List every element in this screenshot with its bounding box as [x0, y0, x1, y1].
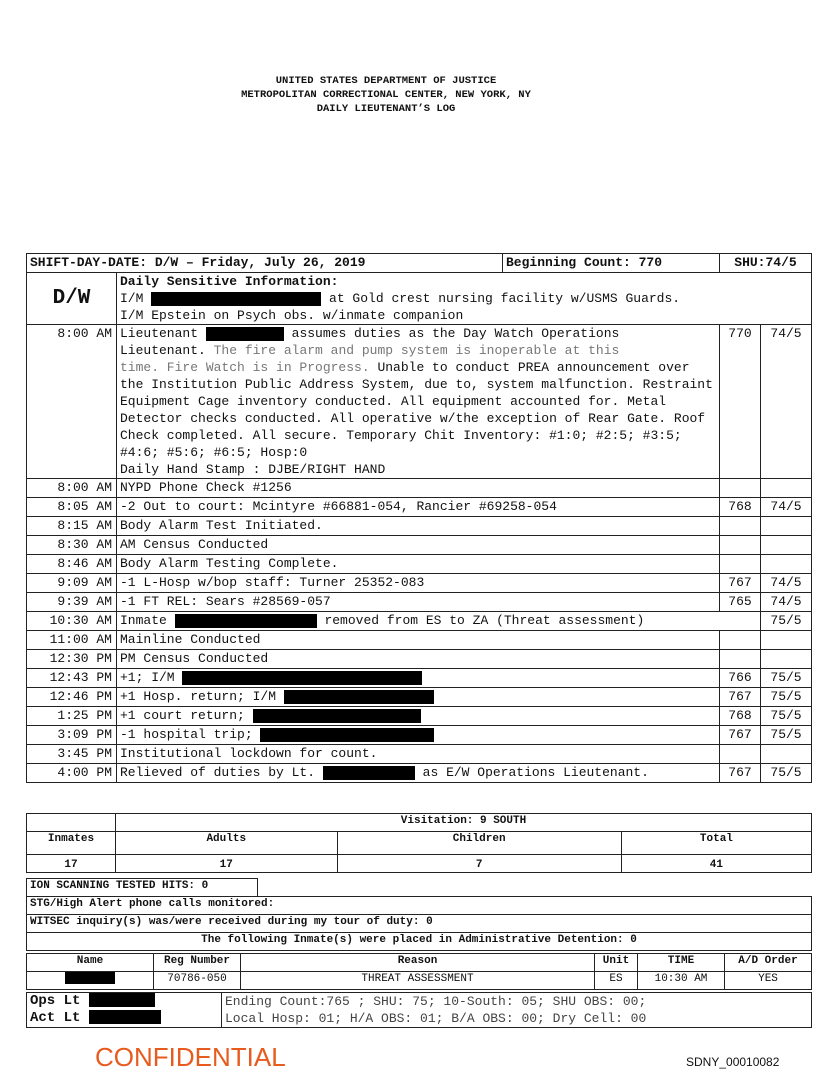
entry-time: 8:30 AM: [27, 536, 117, 555]
entry-text: PM Census Conducted: [117, 650, 720, 669]
entry-l2a: Lieutenant.: [120, 343, 214, 358]
visit-header-adults: Adults: [116, 832, 338, 855]
adseg-name: [27, 972, 154, 990]
ending-line2: Local Hosp: 01; H/A OBS: 01; B/A OBS: 00; Dry Cell: 00: [225, 1011, 647, 1026]
adseg-time: 10:30 AM: [638, 972, 725, 990]
entry-pre: +1 court return;: [120, 708, 245, 723]
signoff-table: [26, 992, 812, 1028]
visit-children: 7: [337, 855, 621, 873]
redaction-block: [206, 327, 284, 341]
visit-spacer: [27, 814, 116, 832]
log-row: [27, 574, 812, 593]
entry-text: AM Census Conducted: [117, 536, 720, 555]
entry-shu: 74/5: [761, 574, 812, 593]
entry-count: [720, 479, 761, 498]
ion-scanning: ION SCANNING TESTED HITS: 0: [27, 879, 258, 897]
adseg-reason: THREAT ASSESSMENT: [241, 972, 595, 990]
ending-line1: Ending Count:765 ; SHU: 75; 10-South: 05; SHU OBS: 00;: [225, 994, 647, 1009]
entry-time: 12:46 PM: [27, 688, 117, 707]
entry-count: 767: [720, 688, 761, 707]
entry-count: 767: [720, 726, 761, 745]
log-row: [27, 688, 812, 707]
witsec-inquiry: WITSEC inquiry(s) was/were received during my tour of duty: 0: [27, 915, 812, 933]
entry-time: 8:15 AM: [27, 517, 117, 536]
entry-text: Institutional lockdown for count.: [117, 745, 720, 764]
entry-post: assumes duties as the Day Watch Operations: [291, 326, 620, 341]
entry-time: 3:09 PM: [27, 726, 117, 745]
redaction-block: [182, 671, 422, 685]
log-row: [27, 707, 812, 726]
redaction-block: [151, 292, 321, 306]
entry-count: 765: [720, 593, 761, 612]
entry-count: [720, 745, 761, 764]
entry-time: 11:00 AM: [27, 631, 117, 650]
redaction-block: [284, 690, 434, 704]
log-row: [27, 536, 812, 555]
visit-adults: 17: [116, 855, 338, 873]
adseg-order: YES: [725, 972, 812, 990]
log-row: [27, 325, 812, 479]
entry-count: [720, 555, 761, 574]
adseg-header-order: A/D Order: [725, 954, 812, 972]
entry-text: [117, 688, 720, 707]
visit-inmates: 17: [27, 855, 116, 873]
entry-text: [117, 764, 720, 783]
entry-count: 767: [720, 764, 761, 783]
adseg-header-reg: Reg Number: [154, 954, 241, 972]
entry-count: 770: [720, 325, 761, 479]
entry-pre: Relieved of duties by Lt.: [120, 765, 316, 780]
entry-text: -1 FT REL: Sears #28569-057: [117, 593, 720, 612]
act-lt-label: Act Lt: [30, 1010, 81, 1026]
entry-shu: [761, 536, 812, 555]
log-top-row: [27, 254, 812, 273]
entry-time: 8:00 AM: [27, 479, 117, 498]
sensitive-l2: I/M Epstein on Psych obs. w/inmate companion: [120, 308, 464, 323]
entry-count: 768: [720, 707, 761, 726]
adseg-reg: 70786-050: [154, 972, 241, 990]
redaction-block: [253, 709, 421, 723]
entry-pre: Lieutenant: [120, 326, 199, 341]
visitation-title: Visitation: 9 SOUTH: [116, 814, 812, 832]
entry-time: 4:00 PM: [27, 764, 117, 783]
entry-shu: 75/5: [761, 764, 812, 783]
entry-text: Body Alarm Testing Complete.: [117, 555, 720, 574]
entry-pre: Inmate: [120, 613, 167, 628]
entry-rest: announcement over the Institution Public Address System, due to, system malfunction. Restraint Equipment Cage inventory conducted. All equipment accounted for. Metal Detector checks conducted. All operative w/the exception of Rear Gate. Roof Check completed. All secure. Temporary Chit Inventory: #1:0; #2:5; #3:5; #4:6; #5:6; #6:5; Hosp:0: [120, 360, 713, 460]
entry-count: 766: [720, 669, 761, 688]
entry-shu: 75/5: [761, 726, 812, 745]
adseg-header-unit: Unit: [595, 954, 638, 972]
entry-time: 1:25 PM: [27, 707, 117, 726]
log-row: [27, 498, 812, 517]
entry-time: 8:00 AM: [27, 325, 117, 479]
entry-count: [720, 536, 761, 555]
entry-text: NYPD Phone Check #1256: [117, 479, 720, 498]
entry-shu: [761, 650, 812, 669]
visit-header-total: Total: [621, 832, 811, 855]
adseg-header-time: TIME: [638, 954, 725, 972]
shift-code: D/W: [27, 273, 117, 325]
sensitive-title: Daily Sensitive Information:: [120, 274, 339, 289]
log-table: [26, 253, 812, 783]
entry-shu: 74/5: [761, 593, 812, 612]
sensitive-info: [117, 273, 812, 325]
entry-time: 3:45 PM: [27, 745, 117, 764]
entry-post: removed from ES to ZA (Threat assessment): [324, 613, 645, 628]
entry-count: 768: [720, 498, 761, 517]
entry-pre: +1 Hosp. return; I/M: [120, 689, 277, 704]
sensitive-l1-pre: I/M: [120, 291, 144, 306]
adseg-title: The following Inmate(s) were placed in Administrative Detention: 0: [27, 933, 812, 951]
log-row: [27, 669, 812, 688]
entry-time: 8:46 AM: [27, 555, 117, 574]
entry-shu: [761, 631, 812, 650]
entry-l3b: Unable to conduct PREA: [369, 360, 550, 375]
entry-count: [720, 631, 761, 650]
ops-lt-label: Ops Lt: [30, 993, 81, 1009]
entry-text: Mainline Conducted: [117, 631, 720, 650]
bates-number: SDNY_00010082: [686, 1055, 780, 1069]
header-title: DAILY LIEUTENANT’S LOG: [316, 103, 456, 115]
entry-shu: [761, 745, 812, 764]
adseg-unit: ES: [595, 972, 638, 990]
redaction-block: [260, 728, 434, 742]
entry-shu: 75/5: [761, 612, 812, 631]
adseg-header-name: Name: [27, 954, 154, 972]
visit-total: 41: [621, 855, 811, 873]
entry-text: -2 Out to court: Mcintyre #66881-054, Rancier #69258-054: [117, 498, 720, 517]
entry-time: 8:05 AM: [27, 498, 117, 517]
redaction-block: [65, 972, 115, 984]
entry-shu: [761, 555, 812, 574]
signoff-officers: [27, 993, 222, 1028]
entry-l3: time. Fire Watch is in Progress.: [120, 360, 370, 375]
adseg-header-reason: Reason: [241, 954, 595, 972]
entry-l2b: The fire alarm and pump system is inoperable at this: [213, 343, 620, 358]
document-header: [0, 74, 772, 116]
log-row: [27, 764, 812, 783]
log-row: [27, 479, 812, 498]
entry-shu: 75/5: [761, 707, 812, 726]
sensitive-row: [27, 273, 812, 325]
entry-time: 12:43 PM: [27, 669, 117, 688]
shu-count: SHU:74/5: [720, 254, 812, 273]
entry-count: [720, 517, 761, 536]
visitation-table: [26, 813, 812, 873]
log-row: [27, 745, 812, 764]
shift-date: SHIFT-DAY-DATE: D/W – Friday, July 26, 2019: [27, 254, 503, 273]
entry-text: [117, 707, 720, 726]
log-row: [27, 593, 812, 612]
log-row: [27, 555, 812, 574]
log-row: [27, 631, 812, 650]
entry-pre: -1 hospital trip;: [120, 727, 253, 742]
log-row: [27, 726, 812, 745]
stg-calls: STG/High Alert phone calls monitored:: [27, 897, 812, 915]
entry-shu: [761, 479, 812, 498]
entry-time: 9:09 AM: [27, 574, 117, 593]
ending-count: [222, 993, 812, 1028]
entry-stamp: Daily Hand Stamp : DJBE/RIGHT HAND: [120, 462, 386, 477]
entry-shu: 74/5: [761, 498, 812, 517]
log-row: [27, 650, 812, 669]
log-row: [27, 612, 812, 631]
entry-text: [117, 325, 720, 479]
visit-header-children: Children: [337, 832, 621, 855]
sensitive-l1-post: at Gold crest nursing facility w/USMS Guards.: [329, 291, 681, 306]
redaction-block: [175, 614, 317, 628]
header-facility: METROPOLITAN CORRECTIONAL CENTER, NEW YORK, NY: [241, 89, 531, 101]
visit-header-inmates: Inmates: [27, 832, 116, 855]
entry-shu: 74/5: [761, 325, 812, 479]
confidential-stamp: CONFIDENTIAL: [95, 1042, 286, 1072]
entry-time: 9:39 AM: [27, 593, 117, 612]
entry-time: 10:30 AM: [27, 612, 117, 631]
entry-text: [117, 669, 720, 688]
entry-pre: +1; I/M: [120, 670, 175, 685]
entry-post: as E/W Operations Lieutenant.: [422, 765, 649, 780]
redaction-block: [89, 993, 155, 1007]
header-agency: UNITED STATES DEPARTMENT OF JUSTICE: [275, 75, 497, 87]
entry-shu: 75/5: [761, 688, 812, 707]
log-row: [27, 517, 812, 536]
redaction-block: [323, 766, 415, 780]
entry-shu: [761, 517, 812, 536]
entry-shu: 75/5: [761, 669, 812, 688]
adseg-table: [26, 953, 812, 990]
entry-text: [117, 726, 720, 745]
redaction-block: [89, 1010, 161, 1024]
entry-text: Body Alarm Test Initiated.: [117, 517, 720, 536]
entry-count: [720, 650, 761, 669]
beginning-count: Beginning Count: 770: [503, 254, 720, 273]
entry-text: [117, 612, 761, 631]
entry-count: 767: [720, 574, 761, 593]
checks-table: [26, 878, 812, 951]
ion-spacer: [258, 879, 812, 897]
entry-text: -1 L-Hosp w/bop staff: Turner 25352-083: [117, 574, 720, 593]
entry-time: 12:30 PM: [27, 650, 117, 669]
